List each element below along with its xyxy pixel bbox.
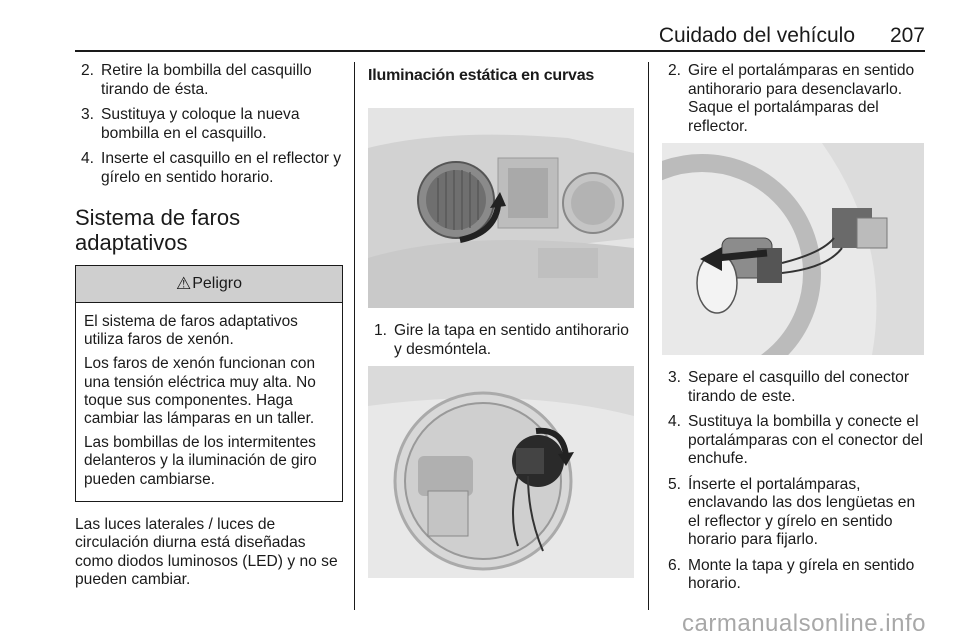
step-text: Separe el casquillo del conector tirando de este. xyxy=(688,369,910,405)
step-number: 1. xyxy=(374,322,388,339)
step-text: Sustituya la bombilla y conecte el portalámparas con el conector del enchufe. xyxy=(688,413,923,467)
step-item xyxy=(662,62,928,136)
column-1 xyxy=(75,62,343,590)
page-header xyxy=(75,22,925,52)
step-item xyxy=(368,322,634,359)
step-number: 5. xyxy=(668,475,682,493)
step-item xyxy=(662,369,928,406)
page-number: 207 xyxy=(889,24,925,47)
step-list-col2 xyxy=(368,322,634,359)
step-number: 6. xyxy=(668,556,682,574)
step-list-col3-bottom xyxy=(662,369,928,594)
step-list-col1 xyxy=(75,62,343,187)
warning-icon: ⚠ xyxy=(175,274,192,293)
step-item xyxy=(662,476,928,550)
section-title: Sistema de faros adaptativos xyxy=(75,205,241,255)
header-rule xyxy=(75,50,925,52)
page-title: Cuidado del vehículo xyxy=(658,24,855,47)
step-text: Sustituya y coloque la nueva bombilla en el casquillo. xyxy=(101,106,300,142)
step-text: Gire el portalámparas en sentido antihorario para desenclavarlo. Saque el portalámparas del reflector. xyxy=(688,62,915,135)
step-item xyxy=(75,62,343,99)
column-divider-1 xyxy=(354,62,355,610)
warning-paragraph: Los faros de xenón funcionan con una tensión eléctrica muy alta. No toque sus componentes. Haga cambiar las lámparas en un taller. xyxy=(84,355,316,428)
column-divider-2 xyxy=(648,62,649,610)
step-list-col3-top xyxy=(662,62,928,136)
step-item xyxy=(662,413,928,469)
step-number: 2. xyxy=(668,62,682,79)
step-text: Monte la tapa y gírela en sentido horario. xyxy=(688,556,915,592)
step-text: Ínserte el portalámparas, enclavando las dos lengüetas en el reflector y gírelo en sentido horario para fijarlo. xyxy=(688,475,916,548)
step-text: Inserte el casquillo en el reflector y gírelo en sentido horario. xyxy=(101,150,342,186)
lamp-holder-illustration xyxy=(368,366,634,578)
step-number: 4. xyxy=(668,413,682,430)
headlamp-cover-illustration xyxy=(368,108,634,308)
warning-paragraph: Las bombillas de los intermitentes delanteros y la iluminación de giro pueden cambiarse. xyxy=(84,434,317,488)
warning-title: Peligro xyxy=(192,275,243,292)
body-paragraph: Las luces laterales / luces de circulación diurna está diseñadas como diodos luminosos (LED) y no se pueden cambiar. xyxy=(75,515,338,589)
warning-paragraph: El sistema de faros adaptativos utiliza faros de xenón. xyxy=(84,313,298,349)
step-text: Gire la tapa en sentido antihorario y desmóntela. xyxy=(394,322,629,358)
step-number: 3. xyxy=(668,369,682,386)
warning-header xyxy=(76,266,342,303)
step-text: Retire la bombilla del casquillo tirando de ésta. xyxy=(101,62,312,98)
column-2 xyxy=(368,62,634,578)
warning-body xyxy=(76,303,342,501)
bulb-removal-illustration xyxy=(662,143,924,355)
watermark: carmanualsonline.info xyxy=(682,610,926,637)
step-number: 2. xyxy=(81,62,95,79)
warning-box xyxy=(75,265,343,502)
subheading: Iluminación estática en curvas xyxy=(368,67,595,84)
step-number: 3. xyxy=(81,106,95,123)
column-3 xyxy=(662,62,928,601)
step-item xyxy=(75,106,343,143)
step-item xyxy=(75,150,343,187)
step-number: 4. xyxy=(81,150,95,167)
step-item xyxy=(662,557,928,594)
